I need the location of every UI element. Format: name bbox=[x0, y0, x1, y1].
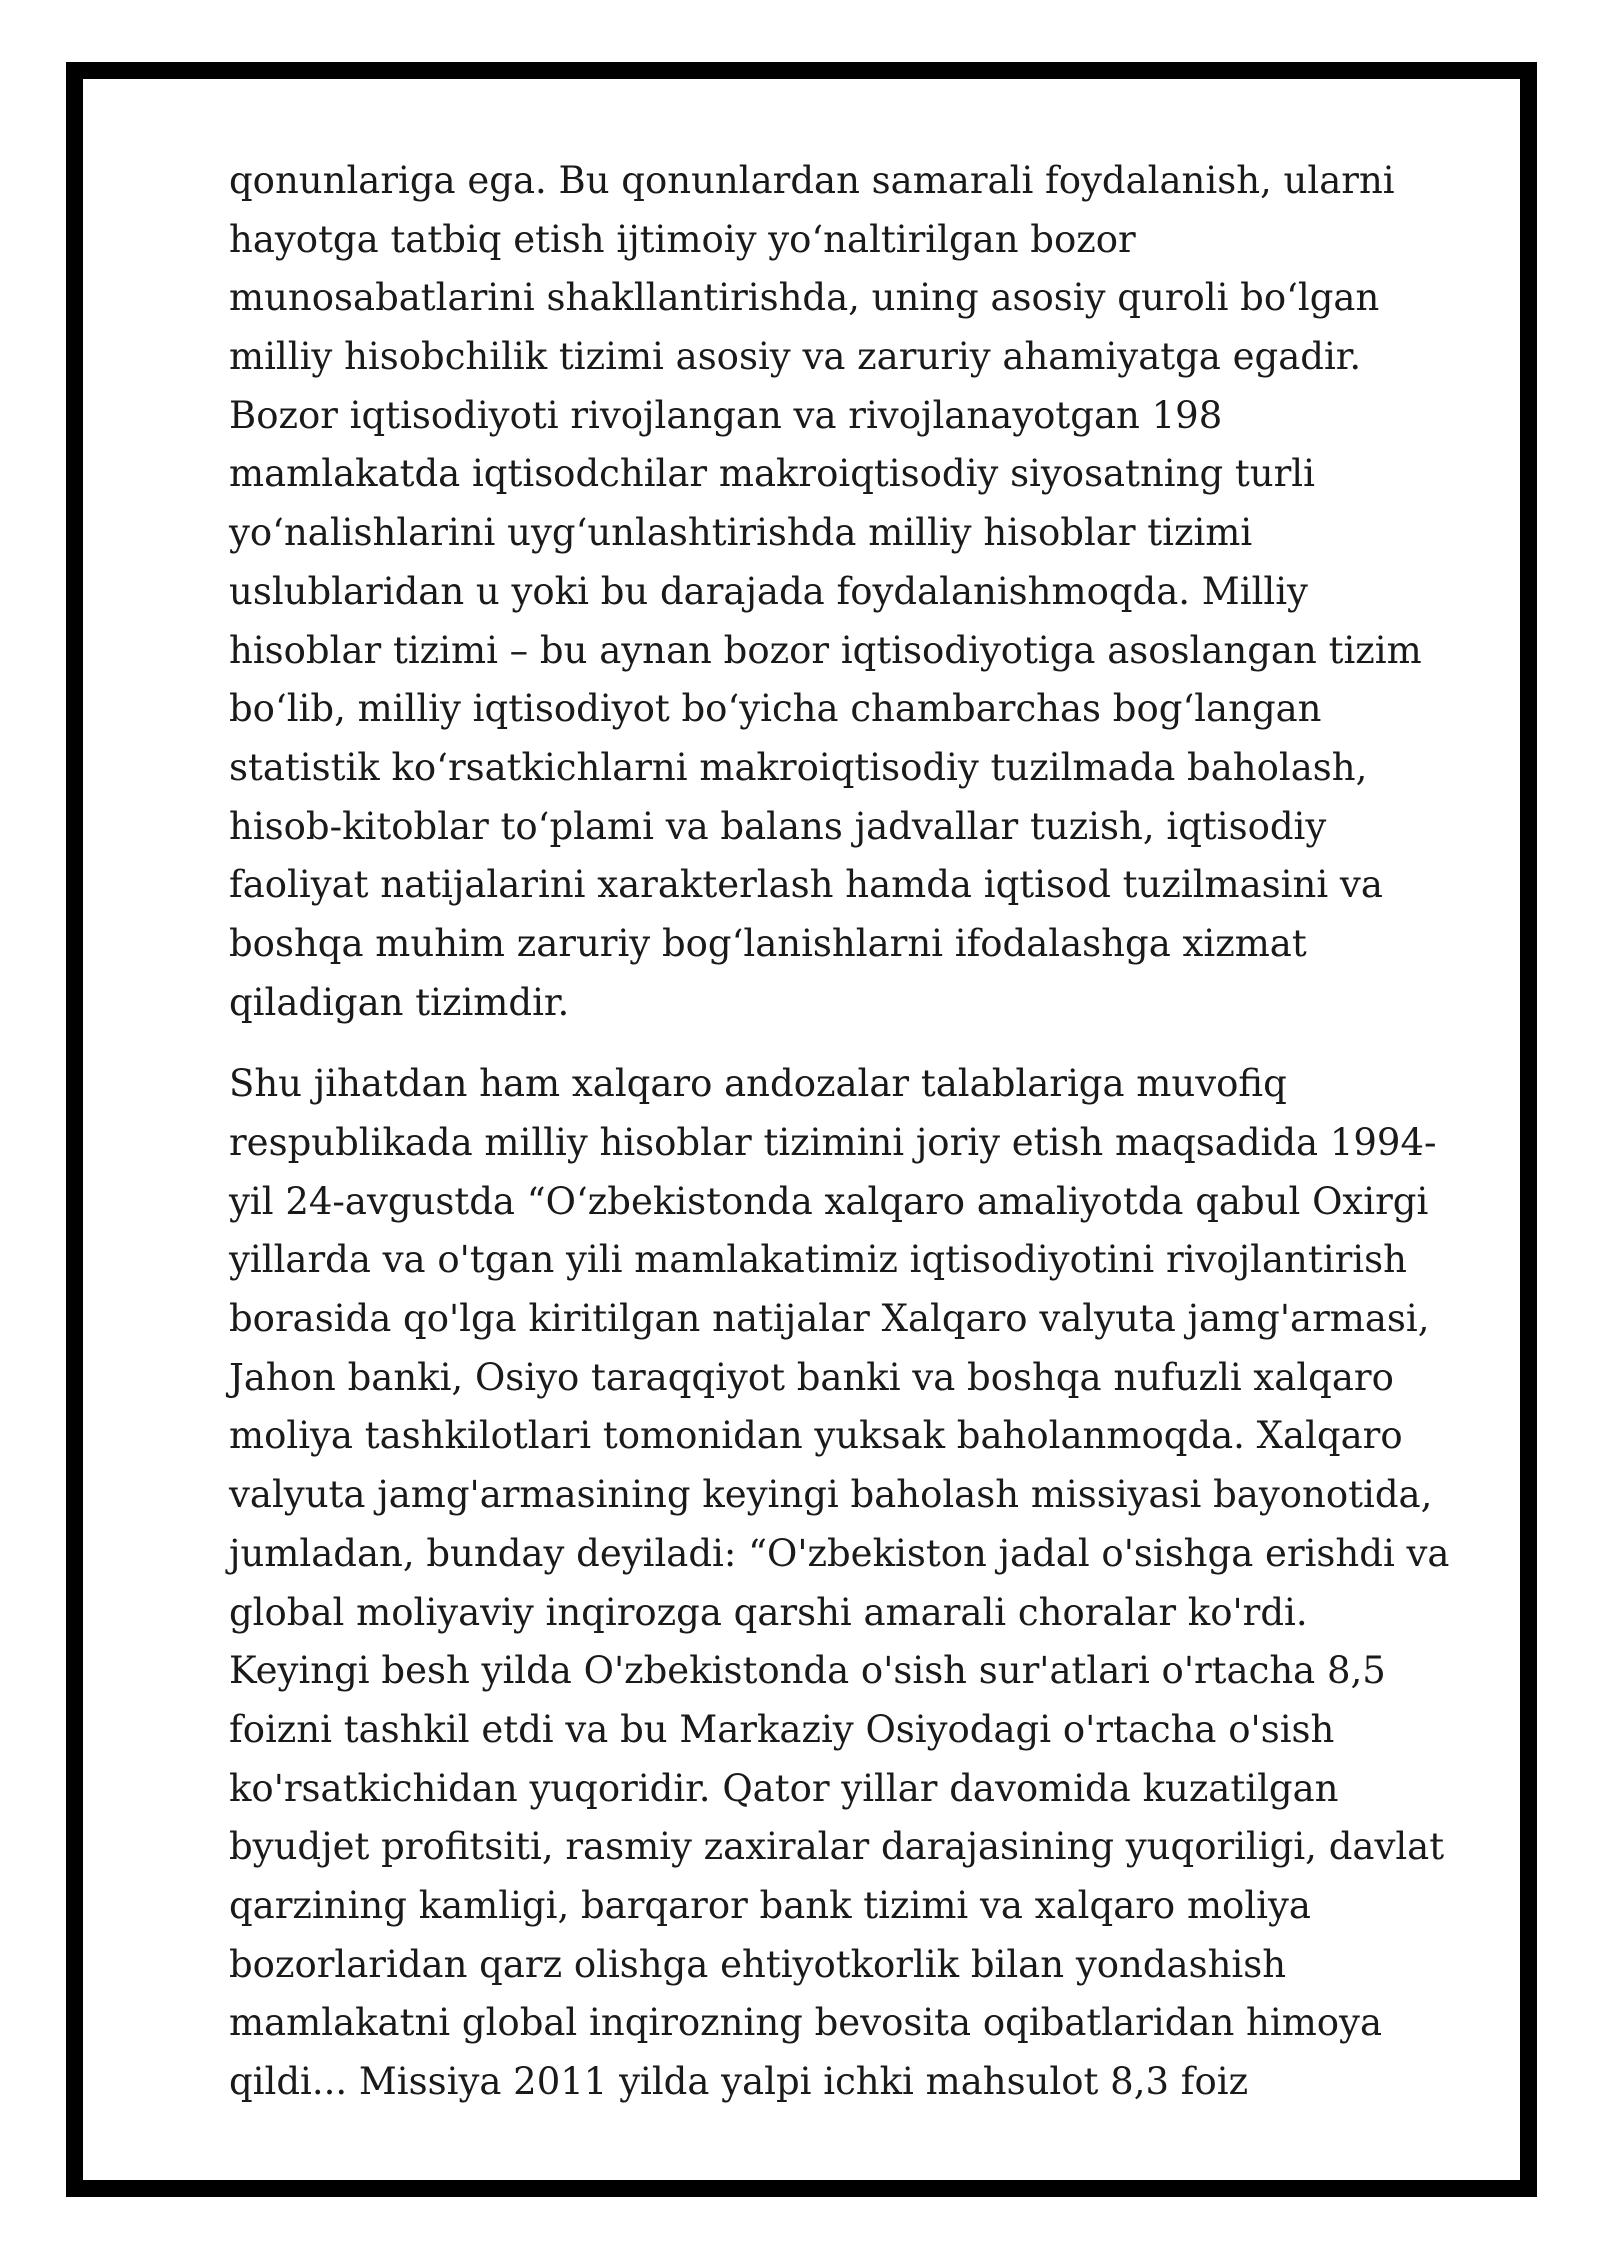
text-line: qonunlariga ega. Bu qonunlardan samarali foydalanish, ularni bbox=[229, 159, 1395, 202]
text-line: boshqa muhim zaruriy bog‘lanishlarni ifodalashga xizmat bbox=[229, 921, 1307, 965]
text-line: Shu jihatdan ham xalqaro andozalar talablariga muvofiq bbox=[229, 1062, 1287, 1106]
paragraph-1 bbox=[229, 152, 1489, 1032]
text-line: moliya tashkilotlari tomonidan yuksak baholanmoqda. Xalqaro bbox=[229, 1414, 1403, 1458]
text-line: munosabatlarini shakllantirishda, uning asosiy quroli bo‘lgan bbox=[229, 276, 1380, 320]
text-line: ko'rsatkichidan yuqoridir. Qator yillar davomida kuzatilgan bbox=[229, 1766, 1339, 1810]
text-line: qarzining kamligi, barqaror bank tizimi va xalqaro moliya bbox=[229, 1883, 1311, 1927]
text-line: jumladan, bunday deyiladi: “O'zbekiston jadal o'sishga erishdi va bbox=[229, 1531, 1450, 1575]
paragraph-2 bbox=[229, 1055, 1489, 2111]
text-line: hisob-kitoblar to‘plami va balans jadvallar tuzish, iqtisodiy bbox=[229, 804, 1327, 848]
text-line: respublikada milliy hisoblar tizimini joriy etish maqsadida 1994- bbox=[229, 1121, 1437, 1164]
text-line: yillarda va o'tgan yili mamlakatimiz iqtisodiyotini rivojlantirish bbox=[229, 1238, 1407, 1282]
text-line: statistik ko‘rsatkichlarni makroiqtisodiy tuzilmada baholash, bbox=[229, 745, 1368, 789]
text-line: qildi... Missiya 2011 yilda yalpi ichki mahsulot 8,3 foiz bbox=[229, 2060, 1249, 2103]
text-line: faoliyat natijalarini xarakterlash hamda iqtisod tuzilmasini va bbox=[229, 863, 1383, 907]
text-line: borasida qo'lga kiritilgan natijalar Xalqaro valyuta jamg'armasi, bbox=[229, 1297, 1430, 1341]
text-line: mamlakatda iqtisodchilar makroiqtisodiy siyosatning turli bbox=[229, 452, 1315, 496]
text-line: Jahon banki, Osiyo taraqqiyot banki va boshqa nufuzli xalqaro bbox=[229, 1355, 1394, 1399]
text-line: Bozor iqtisodiyoti rivojlangan va rivojlanayotgan 198 bbox=[229, 393, 1223, 437]
text-line: global moliyaviy inqirozga qarshi amarali choralar ko'rdi. bbox=[229, 1590, 1308, 1634]
document-body bbox=[229, 152, 1489, 2112]
text-line: qiladigan tizimdir. bbox=[229, 980, 570, 1024]
text-line: yo‘nalishlarini uyg‘unlashtirishda milliy hisoblar tizimi bbox=[229, 511, 1253, 555]
text-line: milliy hisobchilik tizimi asosiy va zaruriy ahamiyatga egadir. bbox=[229, 335, 1362, 379]
text-line: hisoblar tizimi – bu aynan bozor iqtisodiyotiga asoslangan tizim bbox=[229, 628, 1422, 672]
text-line: byudjet profitsiti, rasmiy zaxiralar darajasining yuqoriligi, davlat bbox=[229, 1825, 1445, 1869]
text-line: bo‘lib, milliy iqtisodiyot bo‘yicha chambarchas bog‘langan bbox=[229, 687, 1322, 731]
text-line: uslublaridan u yoki bu darajada foydalanishmoqda. Milliy bbox=[229, 569, 1308, 613]
text-line: bozorlaridan qarz olishga ehtiyotkorlik bilan yondashish bbox=[229, 1942, 1287, 1986]
text-line: valyuta jamg'armasining keyingi baholash missiyasi bayonotida, bbox=[229, 1473, 1433, 1517]
text-line: hayotga tatbiq etish ijtimoiy yo‘naltirilgan bozor bbox=[229, 217, 1136, 261]
text-line: Keyingi besh yilda O'zbekistonda o'sish sur'atlari o'rtacha 8,5 bbox=[229, 1649, 1386, 1693]
text-line: yil 24-avgustda “O‘zbekistonda xalqaro amaliyotda qabul Oxirgi bbox=[229, 1179, 1429, 1223]
text-line: foizni tashkil etdi va bu Markaziy Osiyodagi o'rtacha o'sish bbox=[229, 1707, 1335, 1751]
text-line: mamlakatni global inqirozning bevosita oqibatlaridan himoya bbox=[229, 2001, 1383, 2045]
